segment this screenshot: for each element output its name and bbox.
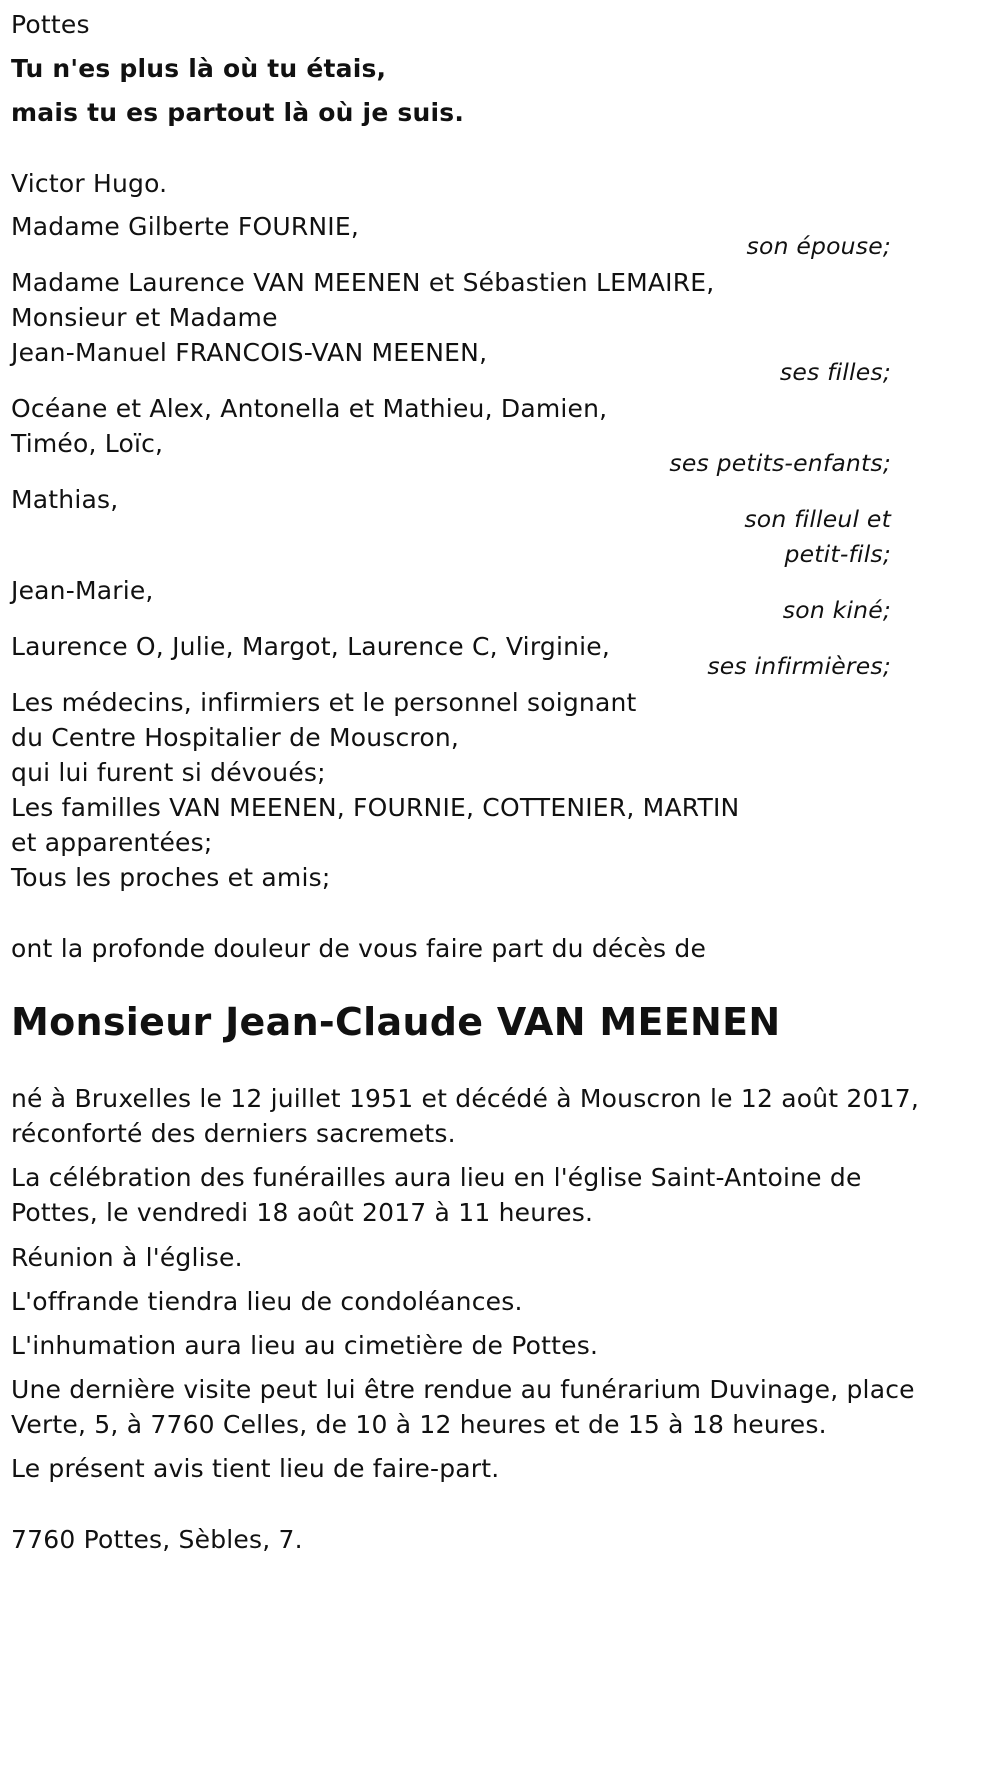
family-godson-name: Mathias, xyxy=(11,485,119,514)
offering-info: L'offrande tiendra lieu de condoléances. xyxy=(11,1287,523,1316)
meeting-info: Réunion à l'église. xyxy=(11,1243,243,1272)
family-daughters-line-3: Jean-Manuel FRANCOIS-VAN MEENEN, xyxy=(11,338,488,367)
ceremony-line-1: La célébration des funérailles aura lieu en l'église Saint-Antoine de xyxy=(11,1163,862,1192)
ceremony-line-2: Pottes, le vendredi 18 août 2017 à 11 heures. xyxy=(11,1198,594,1227)
deceased-name: Monsieur Jean-Claude VAN MEENEN xyxy=(11,1000,781,1044)
notice-info: Le présent avis tient lieu de faire-part. xyxy=(11,1454,500,1483)
family-physio-relation: son kiné; xyxy=(782,596,891,624)
quote-author: Victor Hugo. xyxy=(11,169,168,198)
visit-line-2: Verte, 5, à 7760 Celles, de 10 à 12 heures et de 15 à 18 heures. xyxy=(11,1410,827,1439)
visit-line-1: Une dernière visite peut lui être rendue au funérarium Duvinage, place xyxy=(11,1375,915,1404)
family-grandchildren-line-1: Océane et Alex, Antonella et Mathieu, Damien, xyxy=(11,394,608,423)
family-daughters-line-1: Madame Laurence VAN MEENEN et Sébastien LEMAIRE, xyxy=(11,268,715,297)
others-line-5: et apparentées; xyxy=(11,828,213,857)
quote-line-2: mais tu es partout là où je suis. xyxy=(11,98,465,127)
others-line-6: Tous les proches et amis; xyxy=(11,863,331,892)
family-daughters-line-2: Monsieur et Madame xyxy=(11,303,278,332)
family-spouse-name: Madame Gilberte FOURNIE, xyxy=(11,212,360,241)
location-header: Pottes xyxy=(11,10,90,39)
others-line-2: du Centre Hospitalier de Mouscron, xyxy=(11,723,460,752)
family-daughters-relation: ses filles; xyxy=(779,358,891,386)
family-nurses-relation: ses infirmières; xyxy=(707,652,891,680)
family-physio-name: Jean-Marie, xyxy=(11,576,154,605)
family-godson-relation-line-2: petit-fils; xyxy=(784,540,891,568)
announcement-text: ont la profonde douleur de vous faire part du décès de xyxy=(11,934,707,963)
others-line-3: qui lui furent si dévoués; xyxy=(11,758,326,787)
others-line-1: Les médecins, infirmiers et le personnel soignant xyxy=(11,688,637,717)
content-column xyxy=(11,0,919,1771)
family-spouse-relation: son épouse; xyxy=(746,232,891,260)
quote-line-1: Tu n'es plus là où tu étais, xyxy=(11,54,387,83)
birth-death-line-2: réconforté des derniers sacremets. xyxy=(11,1119,456,1148)
family-grandchildren-line-2: Timéo, Loïc, xyxy=(11,429,164,458)
burial-info: L'inhumation aura lieu au cimetière de Pottes. xyxy=(11,1331,599,1360)
address: 7760 Pottes, Sèbles, 7. xyxy=(11,1525,303,1554)
family-grandchildren-relation: ses petits-enfants; xyxy=(669,449,891,477)
birth-death-line-1: né à Bruxelles le 12 juillet 1951 et décédé à Mouscron le 12 août 2017, xyxy=(11,1084,919,1113)
family-godson-relation-line-1: son filleul et xyxy=(744,505,891,533)
others-line-4: Les familles VAN MEENEN, FOURNIE, COTTENIER, MARTIN xyxy=(11,793,740,822)
family-nurses-names: Laurence O, Julie, Margot, Laurence C, Virginie, xyxy=(11,632,611,661)
